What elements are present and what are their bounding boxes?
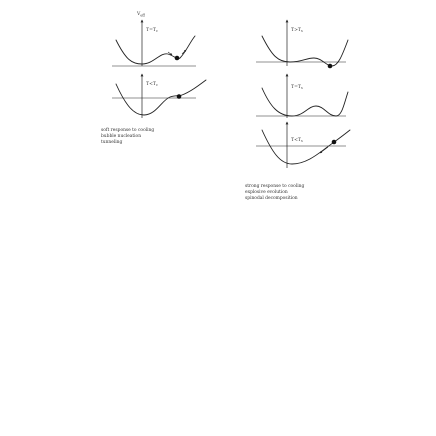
panel-right-2-temp-label: $T=T_s$ bbox=[291, 85, 303, 91]
panel-right-2 bbox=[256, 74, 348, 118]
right-caption-line-1: strong response to cooling bbox=[245, 184, 305, 189]
panel-right-1 bbox=[256, 20, 348, 68]
panel-left-1-potential-curve bbox=[116, 36, 195, 64]
panel-left-2-potential-curve bbox=[116, 80, 206, 115]
panel-right-3-potential-curve bbox=[262, 130, 350, 164]
veff-axis-label: $V_{eff}$ bbox=[137, 12, 145, 18]
right-caption-line-3: spinodal decomposition bbox=[245, 196, 298, 201]
panel-right-3 bbox=[256, 122, 350, 168]
panel-right-2-potential-curve bbox=[262, 88, 348, 116]
right-caption bbox=[245, 184, 304, 201]
left-caption-line-3: tunneling bbox=[101, 140, 123, 145]
panel-left-2 bbox=[112, 74, 206, 118]
panel-right-3-ball bbox=[332, 140, 337, 145]
panel-left-1-ball bbox=[175, 56, 180, 61]
panel-left-2-ball bbox=[177, 94, 182, 99]
left-caption-line-1: soft response to cooling bbox=[101, 128, 155, 133]
left-caption-line-2: bubble nucleation bbox=[101, 134, 142, 139]
panel-right-3-arrow bbox=[320, 147, 328, 153]
left-caption bbox=[101, 128, 154, 145]
panel-left-2-temp-label: $T<T_c$ bbox=[146, 82, 158, 88]
panel-right-1-temp-label: $T>T_s$ bbox=[291, 28, 303, 34]
panel-right-1-potential-curve bbox=[262, 36, 348, 66]
panel-left-1-temp-label: $T=T_c$ bbox=[146, 28, 158, 34]
right-caption-line-2: explosive evolution bbox=[245, 190, 288, 195]
panel-right-3-temp-label: $T<T_s$ bbox=[291, 138, 303, 144]
panel-right-1-ball bbox=[328, 64, 333, 69]
panel-left-1 bbox=[112, 20, 196, 66]
